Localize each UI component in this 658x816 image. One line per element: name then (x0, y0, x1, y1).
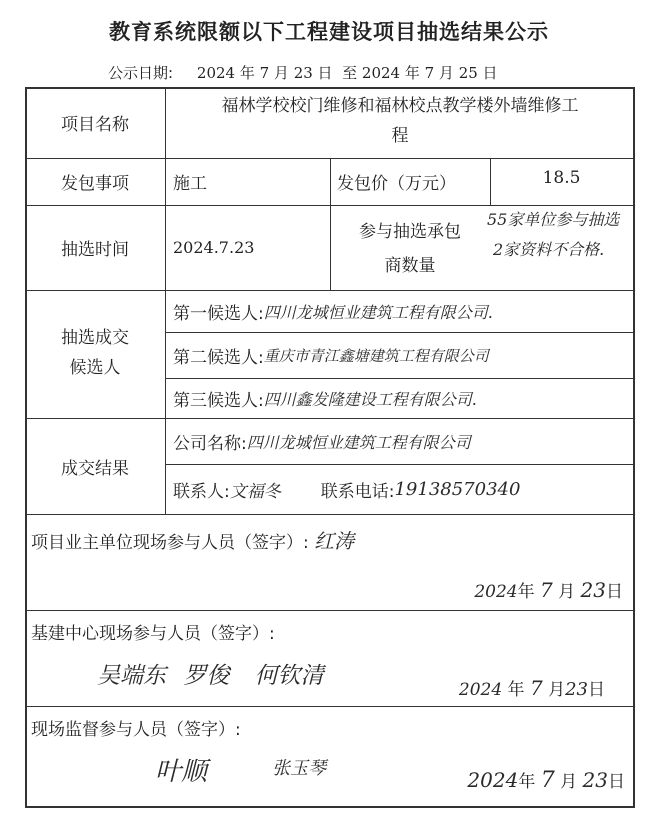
candidate1-label: 第一候选人: (173, 303, 264, 324)
supervision-day-char: 日 (608, 772, 625, 792)
center-date-month: 7 (529, 676, 543, 700)
project-name-line1: 福林学校校门维修和福林校点教学楼外墙维修工 (221, 96, 579, 116)
bidders-note-line1: 55家单位参与抽选 (487, 210, 620, 229)
project-name-value (165, 91, 635, 151)
rule-row7 (25, 706, 635, 707)
publicity-start: 2024 年 7 月 23 日 (196, 64, 333, 82)
rule-row5 (25, 514, 635, 515)
candidate-row-2 (173, 332, 633, 378)
draw-time-value: 2024.7.23 (173, 238, 255, 257)
supervision-month-char: 月 (560, 772, 578, 792)
rule-col1 (165, 87, 166, 514)
candidate3-label: 第三候选人: (173, 390, 264, 411)
publicity-end: 2024 年 7 月 25 日 (361, 64, 498, 82)
bidders-note-line2: 2家资料不合格. (493, 240, 605, 259)
company-row (173, 418, 633, 464)
center-signature-2: 罗俊 (183, 663, 230, 689)
candidate2-label: 第二候选人: (173, 347, 264, 368)
owner-day-char: 日 (606, 582, 623, 602)
contract-price-label: 发包价（万元） (337, 174, 456, 194)
bidders-note (487, 205, 633, 265)
phone-value: 19138570340 (394, 478, 521, 500)
center-label: 基建中心现场参与人员（签字）: (31, 624, 275, 644)
publicity-dates (108, 62, 498, 83)
owner-date-year: 2024 (474, 582, 518, 602)
supervision-signature-1: 叶顺 (155, 757, 208, 787)
owner-label: 项目业主单位现场参与人员（签字）: (31, 533, 309, 553)
owner-sign-row (31, 525, 354, 554)
owner-date-day: 23 (580, 578, 606, 602)
candidates-label-line1: 抽选成交 (61, 328, 129, 348)
center-date-day: 23 (565, 679, 588, 700)
supervision-date-month: 7 (540, 768, 555, 793)
supervision-signatures (155, 751, 326, 788)
center-date-year: 2024 (458, 680, 503, 700)
supervision-date-year: 2024 (467, 768, 519, 792)
center-signature-3: 何钦清 (254, 663, 324, 689)
contract-price-value: 18.5 (542, 168, 581, 188)
bidders-label (330, 215, 490, 283)
company-value: 四川龙城恒业建筑工程有限公司 (246, 432, 471, 452)
result-table (25, 87, 635, 808)
supervision-date-day: 23 (582, 768, 608, 792)
supervision-label: 现场监督参与人员（签字）: (31, 720, 241, 740)
publicity-to: 至 (342, 64, 358, 82)
owner-date (474, 577, 623, 602)
candidate2-value: 重庆市青江鑫塘建筑工程有限公司 (263, 346, 489, 365)
document-title: 教育系统限额以下工程建设项目抽选结果公示 (109, 20, 549, 44)
candidates-label (25, 323, 165, 383)
center-day-char: 日 (588, 680, 605, 700)
phone-label: 联系电话: (320, 481, 395, 502)
candidate1-value: 四川龙城恒业建筑工程有限公司. (263, 302, 493, 322)
border-right (633, 87, 635, 808)
candidate-row-1 (173, 290, 633, 332)
contract-item-value: 施工 (173, 174, 207, 194)
project-name-label: 项目名称 (61, 115, 129, 135)
owner-month-char: 月 (558, 582, 576, 602)
contact-row (173, 464, 633, 514)
center-year-char: 年 (507, 680, 525, 700)
center-date (459, 675, 605, 700)
supervision-year-char: 年 (518, 772, 536, 792)
center-month-char: 月 (548, 680, 566, 700)
candidate3-value: 四川鑫发隆建设工程有限公司. (263, 389, 477, 409)
result-label: 成交结果 (61, 458, 129, 479)
bidders-label-line2: 商数量 (384, 256, 436, 276)
rule-row6 (25, 610, 635, 611)
center-signature-1: 吴端东 (97, 663, 166, 689)
contact-value: 文福冬 (229, 481, 281, 502)
owner-date-month: 7 (540, 578, 553, 602)
border-bottom (25, 806, 635, 808)
contract-item-label: 发包事项 (61, 174, 129, 194)
owner-year-char: 年 (517, 582, 535, 602)
company-label: 公司名称: (173, 433, 247, 454)
candidates-label-line2: 候选人 (69, 358, 121, 378)
center-signatures (97, 657, 324, 690)
contact-label: 联系人: (173, 481, 230, 502)
candidate-row-3 (173, 378, 633, 418)
draw-time-label: 抽选时间 (61, 240, 129, 260)
supervision-signature-2: 张玉琴 (272, 758, 327, 779)
project-name-line2: 程 (391, 126, 409, 146)
bidders-label-line1: 参与抽选承包 (359, 222, 461, 242)
publicity-label: 公示日期: (108, 64, 174, 82)
owner-signature: 红涛 (314, 529, 355, 553)
supervision-date (467, 767, 625, 793)
